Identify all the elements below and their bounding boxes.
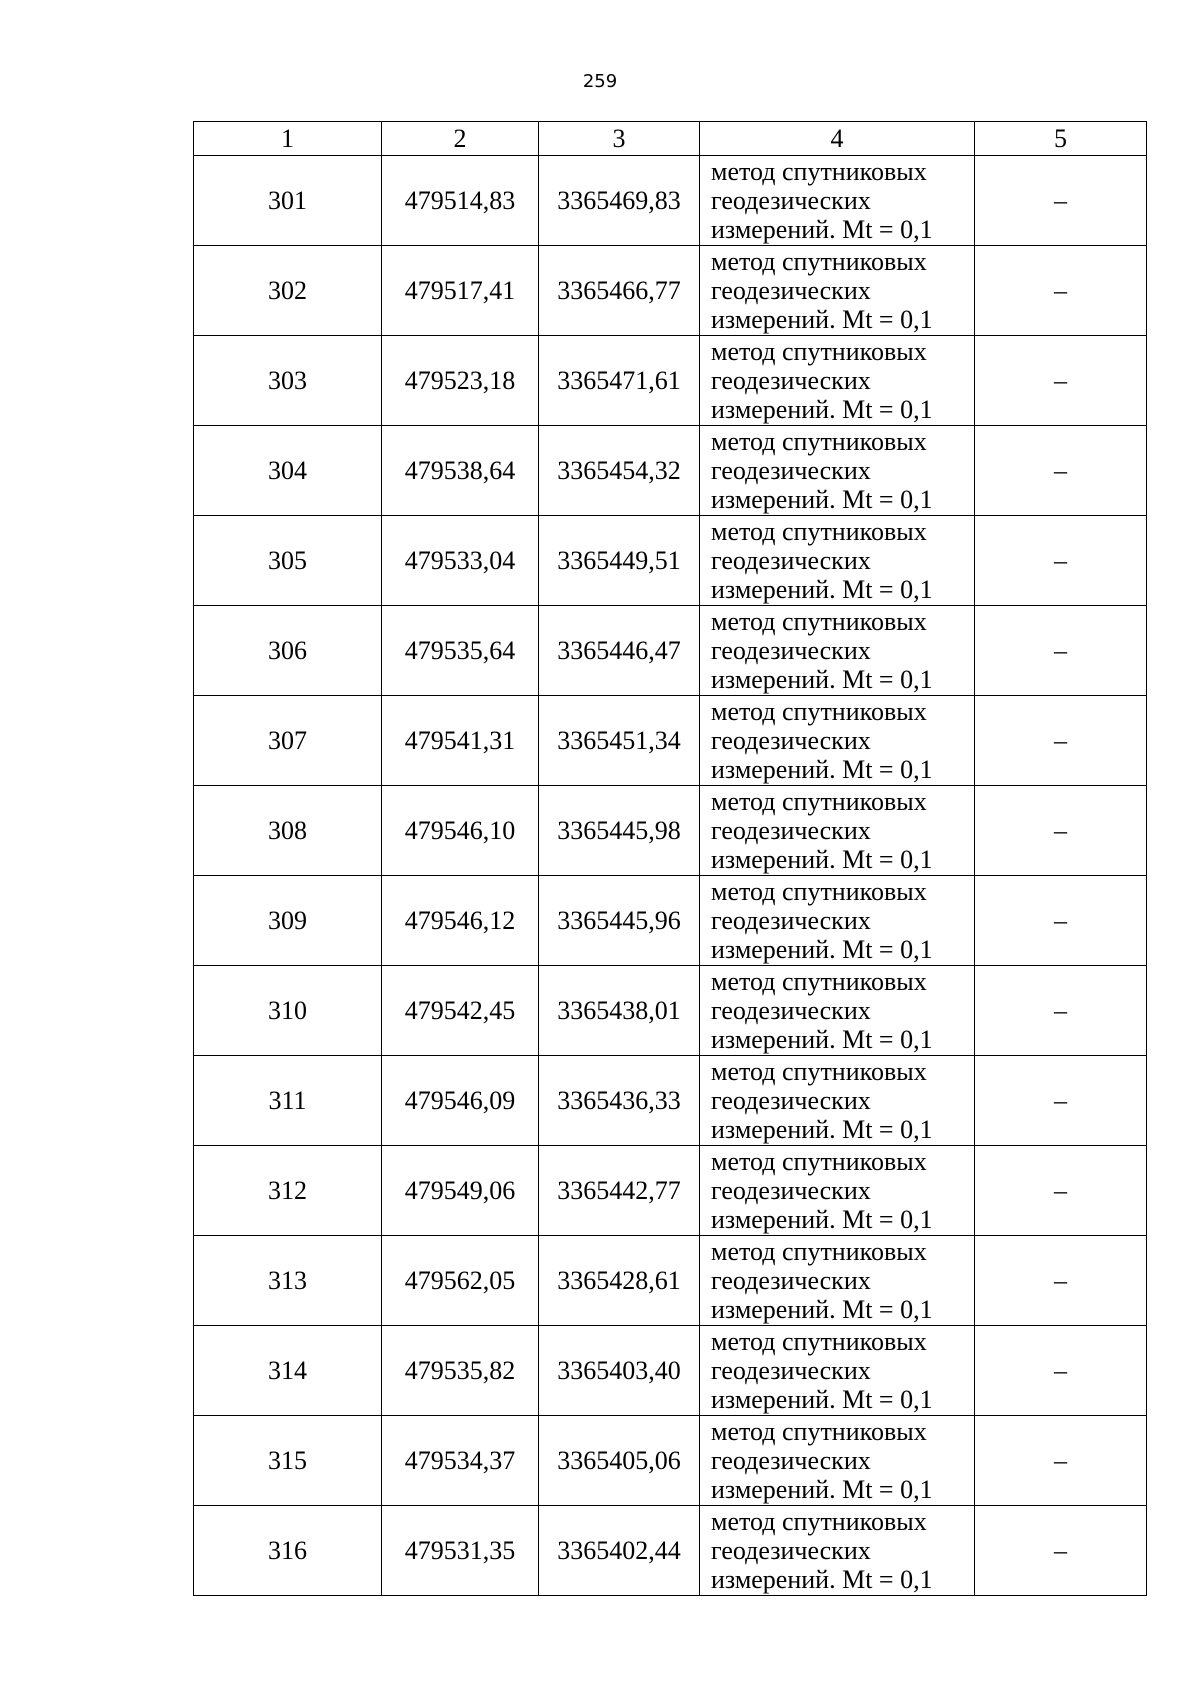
point-number-cell: 315 [194, 1416, 382, 1506]
method-line: измерений. Mt = 0,1 [711, 935, 933, 964]
method-line: метод спутниковых [711, 1057, 927, 1086]
note-cell: – [975, 246, 1147, 336]
point-number-cell: 311 [194, 1056, 382, 1146]
method-cell [700, 426, 975, 516]
method-line: измерений. Mt = 0,1 [711, 1385, 933, 1414]
method-line: метод спутниковых [711, 1327, 927, 1356]
point-number-cell: 313 [194, 1236, 382, 1326]
y-coordinate-cell: 3365445,98 [539, 786, 700, 876]
note-cell: – [975, 1416, 1147, 1506]
method-line: геодезических [711, 276, 871, 305]
method-cell [700, 1146, 975, 1236]
method-line: геодезических [711, 1446, 871, 1475]
column-header-4: 4 [700, 122, 975, 156]
column-header-1: 1 [194, 122, 382, 156]
method-line: геодезических [711, 456, 871, 485]
method-cell [700, 156, 975, 246]
x-coordinate-cell: 479531,35 [382, 1506, 539, 1596]
point-number-cell: 316 [194, 1506, 382, 1596]
point-number-cell: 314 [194, 1326, 382, 1416]
table-row [194, 1506, 1147, 1596]
table-row [194, 966, 1147, 1056]
note-cell: – [975, 426, 1147, 516]
note-cell: – [975, 1146, 1147, 1236]
method-line: геодезических [711, 726, 871, 755]
method-line: метод спутниковых [711, 337, 927, 366]
x-coordinate-cell: 479546,09 [382, 1056, 539, 1146]
method-line: геодезических [711, 816, 871, 845]
point-number-cell: 307 [194, 696, 382, 786]
method-line: метод спутниковых [711, 1237, 927, 1266]
x-coordinate-cell: 479517,41 [382, 246, 539, 336]
table-row [194, 1326, 1147, 1416]
y-coordinate-cell: 3365445,96 [539, 876, 700, 966]
note-cell: – [975, 516, 1147, 606]
table-row [194, 1416, 1147, 1506]
y-coordinate-cell: 3365438,01 [539, 966, 700, 1056]
method-line: измерений. Mt = 0,1 [711, 215, 933, 244]
column-header-2: 2 [382, 122, 539, 156]
method-cell [700, 696, 975, 786]
x-coordinate-cell: 479562,05 [382, 1236, 539, 1326]
method-line: геодезических [711, 1086, 871, 1115]
x-coordinate-cell: 479514,83 [382, 156, 539, 246]
method-line: измерений. Mt = 0,1 [711, 1295, 933, 1324]
method-cell [700, 606, 975, 696]
note-cell: – [975, 1236, 1147, 1326]
x-coordinate-cell: 479533,04 [382, 516, 539, 606]
method-line: геодезических [711, 1176, 871, 1205]
method-line: измерений. Mt = 0,1 [711, 395, 933, 424]
point-number-cell: 306 [194, 606, 382, 696]
method-cell [700, 1236, 975, 1326]
method-line: измерений. Mt = 0,1 [711, 845, 933, 874]
column-header-5: 5 [975, 122, 1147, 156]
y-coordinate-cell: 3365405,06 [539, 1416, 700, 1506]
table-row [194, 1056, 1147, 1146]
method-line: метод спутниковых [711, 1417, 927, 1446]
page-number: 259 [582, 71, 618, 92]
note-cell: – [975, 966, 1147, 1056]
method-line: геодезических [711, 906, 871, 935]
method-line: метод спутниковых [711, 877, 927, 906]
method-line: измерений. Mt = 0,1 [711, 1115, 933, 1144]
note-cell: – [975, 1056, 1147, 1146]
table-header-row [194, 122, 1147, 156]
y-coordinate-cell: 3365451,34 [539, 696, 700, 786]
table-row [194, 246, 1147, 336]
method-line: метод спутниковых [711, 427, 927, 456]
table-row [194, 786, 1147, 876]
note-cell: – [975, 876, 1147, 966]
x-coordinate-cell: 479546,10 [382, 786, 539, 876]
table-row [194, 516, 1147, 606]
method-cell [700, 966, 975, 1056]
method-line: геодезических [711, 1266, 871, 1295]
y-coordinate-cell: 3365454,32 [539, 426, 700, 516]
method-cell [700, 336, 975, 426]
x-coordinate-cell: 479523,18 [382, 336, 539, 426]
method-line: геодезических [711, 636, 871, 665]
method-line: измерений. Mt = 0,1 [711, 1475, 933, 1504]
point-number-cell: 312 [194, 1146, 382, 1236]
method-line: измерений. Mt = 0,1 [711, 575, 933, 604]
x-coordinate-cell: 479549,06 [382, 1146, 539, 1236]
y-coordinate-cell: 3365442,77 [539, 1146, 700, 1236]
method-line: метод спутниковых [711, 1147, 927, 1176]
method-cell [700, 516, 975, 606]
method-line: измерений. Mt = 0,1 [711, 305, 933, 334]
point-number-cell: 305 [194, 516, 382, 606]
method-line: геодезических [711, 996, 871, 1025]
y-coordinate-cell: 3365436,33 [539, 1056, 700, 1146]
method-line: метод спутниковых [711, 247, 927, 276]
y-coordinate-cell: 3365471,61 [539, 336, 700, 426]
point-number-cell: 310 [194, 966, 382, 1056]
method-line: геодезических [711, 186, 871, 215]
x-coordinate-cell: 479541,31 [382, 696, 539, 786]
y-coordinate-cell: 3365466,77 [539, 246, 700, 336]
note-cell: – [975, 606, 1147, 696]
method-line: геодезических [711, 1536, 871, 1565]
method-cell [700, 1326, 975, 1416]
table-row [194, 606, 1147, 696]
y-coordinate-cell: 3365449,51 [539, 516, 700, 606]
x-coordinate-cell: 479534,37 [382, 1416, 539, 1506]
point-number-cell: 303 [194, 336, 382, 426]
x-coordinate-cell: 479542,45 [382, 966, 539, 1056]
x-coordinate-cell: 479535,64 [382, 606, 539, 696]
method-line: метод спутниковых [711, 967, 927, 996]
note-cell: – [975, 1506, 1147, 1596]
table-row [194, 156, 1147, 246]
y-coordinate-cell: 3365402,44 [539, 1506, 700, 1596]
table-row [194, 426, 1147, 516]
table-row [194, 696, 1147, 786]
method-line: метод спутниковых [711, 787, 927, 816]
table-body [194, 156, 1147, 1596]
method-line: измерений. Mt = 0,1 [711, 1565, 933, 1594]
method-line: геодезических [711, 366, 871, 395]
point-number-cell: 309 [194, 876, 382, 966]
method-cell [700, 1056, 975, 1146]
method-line: метод спутниковых [711, 607, 927, 636]
note-cell: – [975, 336, 1147, 426]
point-number-cell: 304 [194, 426, 382, 516]
note-cell: – [975, 1326, 1147, 1416]
method-cell [700, 246, 975, 336]
method-line: метод спутниковых [711, 517, 927, 546]
method-line: измерений. Mt = 0,1 [711, 1205, 933, 1234]
note-cell: – [975, 156, 1147, 246]
y-coordinate-cell: 3365469,83 [539, 156, 700, 246]
method-cell [700, 786, 975, 876]
method-cell [700, 1506, 975, 1596]
x-coordinate-cell: 479535,82 [382, 1326, 539, 1416]
table-row [194, 1146, 1147, 1236]
table-row [194, 1236, 1147, 1326]
x-coordinate-cell: 479538,64 [382, 426, 539, 516]
y-coordinate-cell: 3365428,61 [539, 1236, 700, 1326]
method-line: геодезических [711, 546, 871, 575]
method-line: метод спутниковых [711, 157, 927, 186]
method-line: метод спутниковых [711, 1507, 927, 1536]
note-cell: – [975, 696, 1147, 786]
method-cell [700, 876, 975, 966]
table-row [194, 336, 1147, 426]
method-line: геодезических [711, 1356, 871, 1385]
method-cell [700, 1416, 975, 1506]
coordinates-table [193, 121, 1147, 1596]
method-line: измерений. Mt = 0,1 [711, 485, 933, 514]
method-line: измерений. Mt = 0,1 [711, 755, 933, 784]
point-number-cell: 301 [194, 156, 382, 246]
method-line: метод спутниковых [711, 697, 927, 726]
point-number-cell: 302 [194, 246, 382, 336]
method-line: измерений. Mt = 0,1 [711, 665, 933, 694]
method-line: измерений. Mt = 0,1 [711, 1025, 933, 1054]
y-coordinate-cell: 3365446,47 [539, 606, 700, 696]
table-row [194, 876, 1147, 966]
note-cell: – [975, 786, 1147, 876]
point-number-cell: 308 [194, 786, 382, 876]
y-coordinate-cell: 3365403,40 [539, 1326, 700, 1416]
x-coordinate-cell: 479546,12 [382, 876, 539, 966]
column-header-3: 3 [539, 122, 700, 156]
